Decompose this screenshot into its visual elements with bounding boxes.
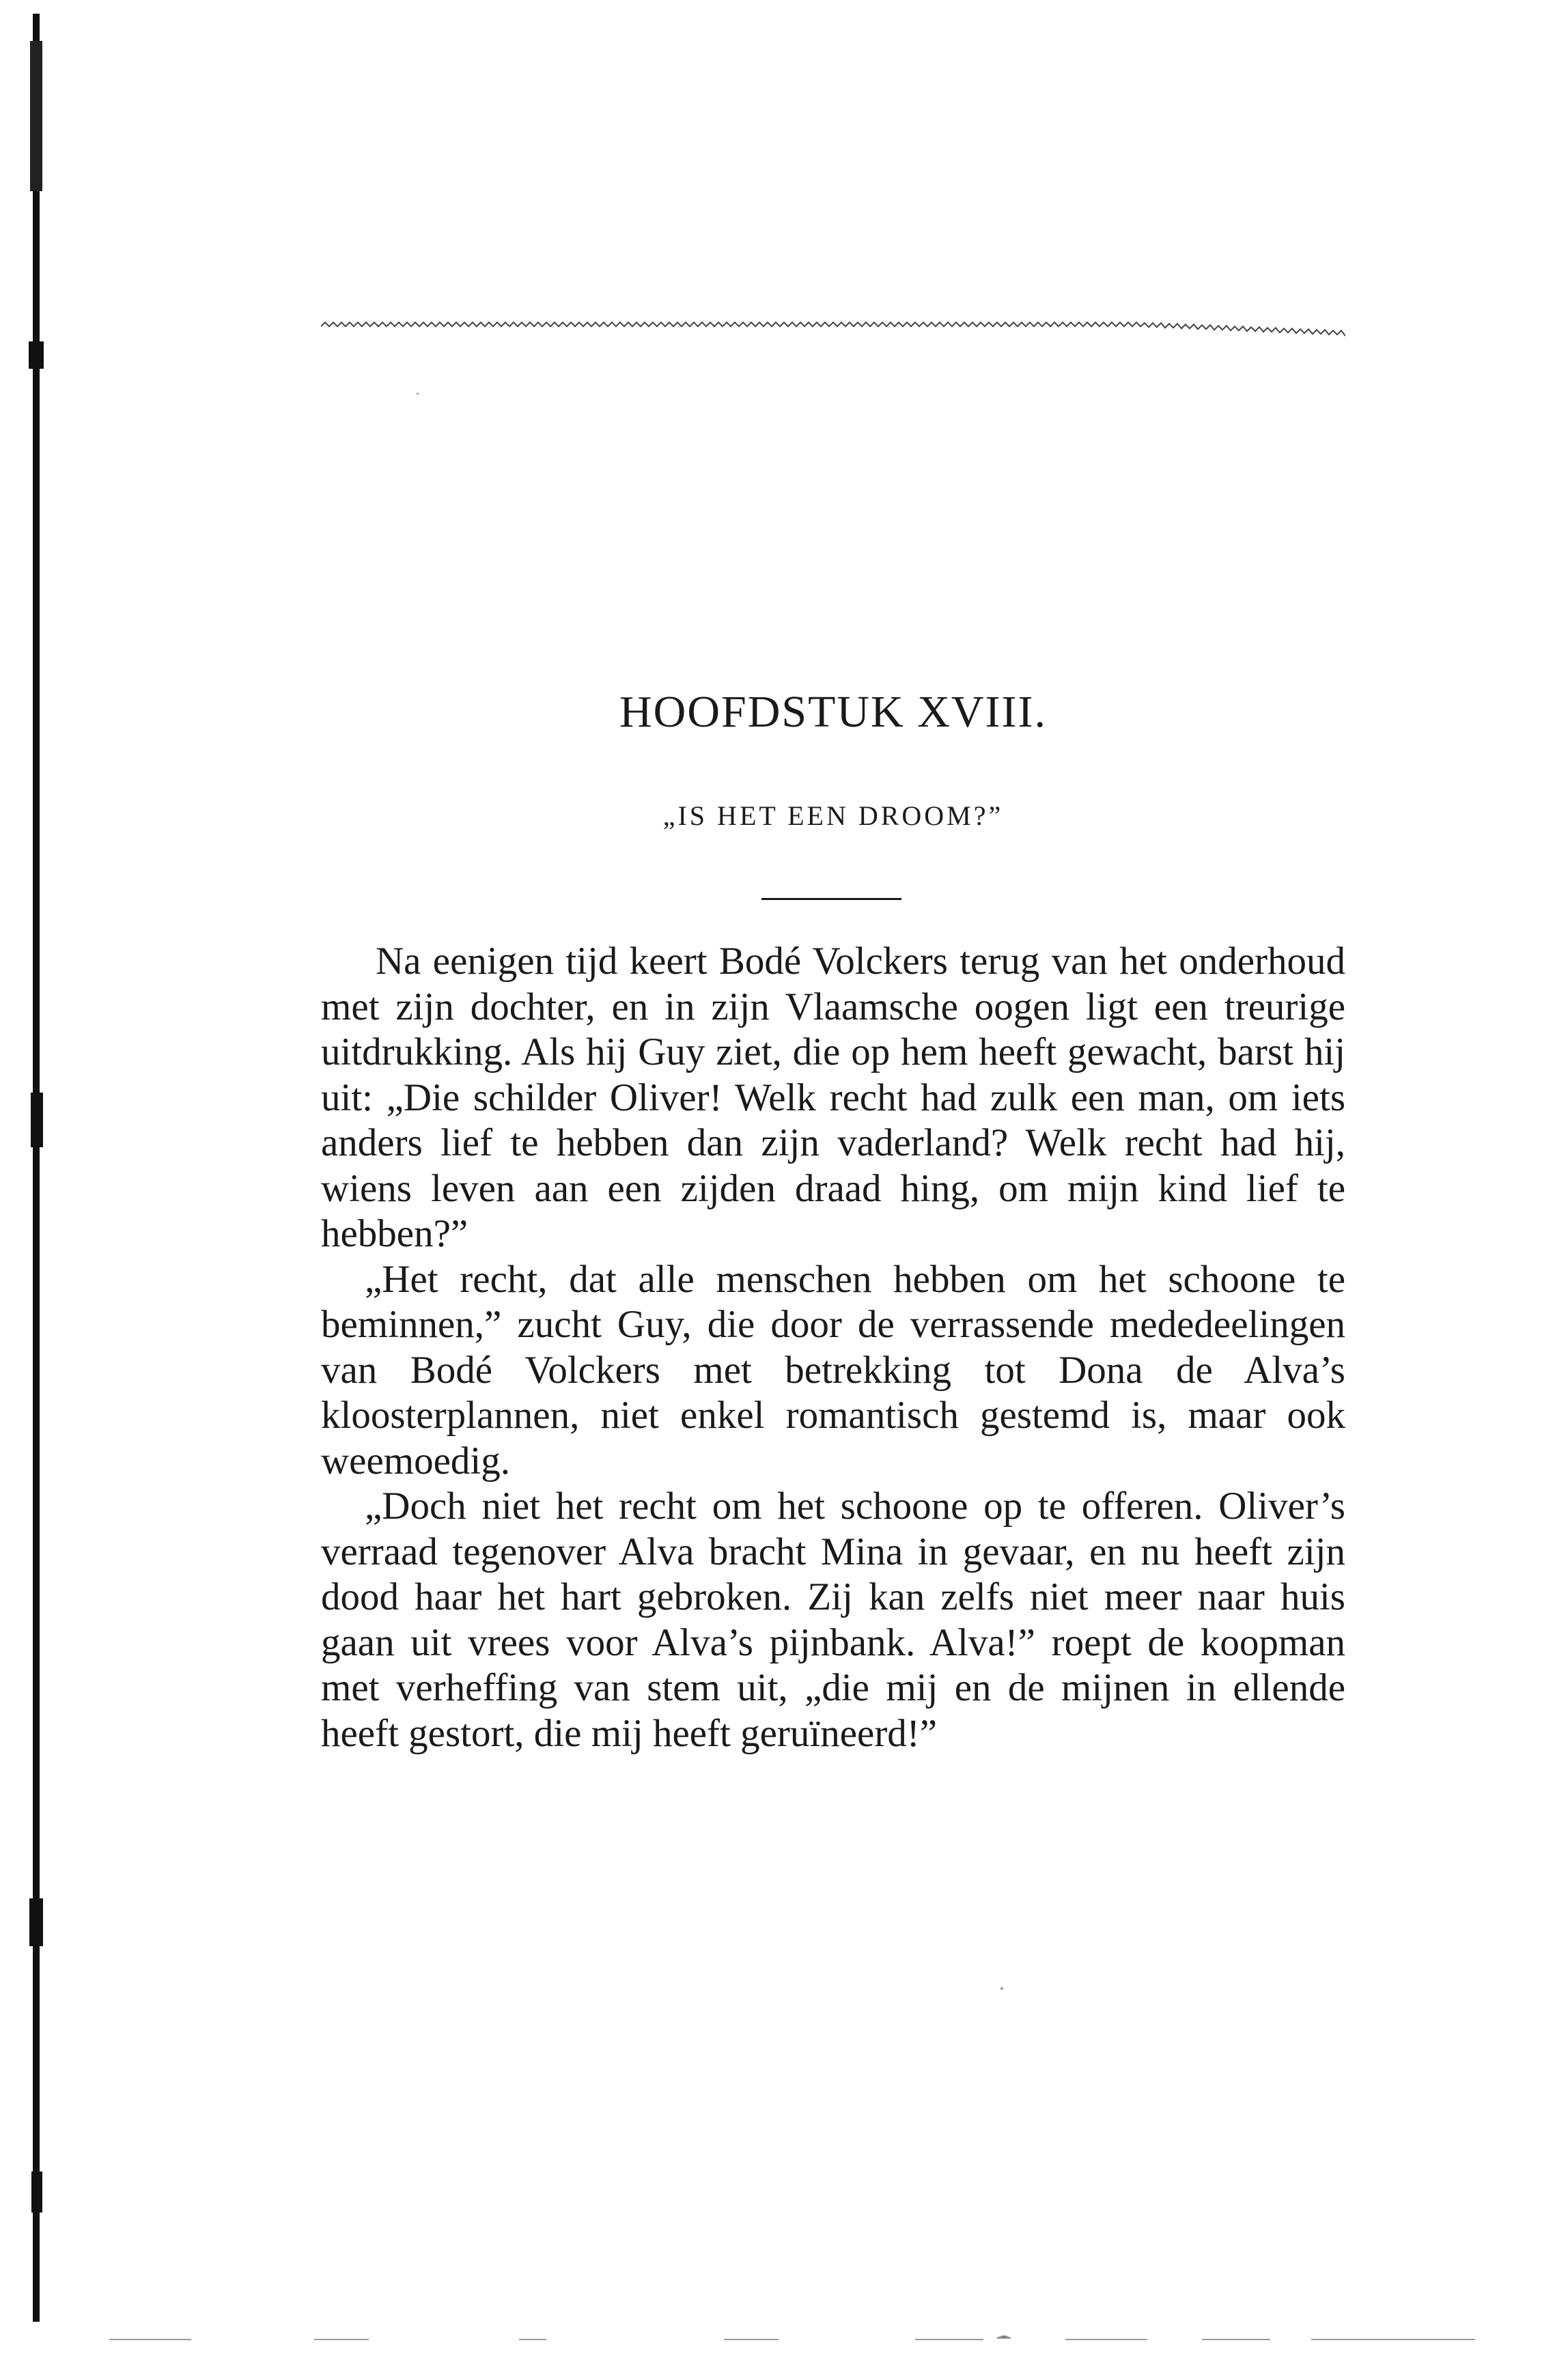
paper-speck: [1000, 1987, 1003, 1990]
title-divider: [761, 898, 901, 900]
chapter-title: HOOFDSTUK XVIII.: [619, 687, 1047, 737]
paragraph-1: Na eenigen tijd keert Bodé Volckers terug van het onderhoud met zijn dochter, en in zijn Vlaamsche oogen ligt een treurige uitdrukking. Als hij Guy ziet, die op hem heeft gewacht, barst hij uit: „Die schilder Oliver! Welk recht had zulk een man, om iets anders lief te hebben dan zijn vaderland? Welk recht had hij, wiens leven aan een zijden draad hing, om mijn kind lief te hebben?”: [321, 940, 1345, 1255]
paragraph-2: „Het recht, dat alle menschen hebben om het schoone te beminnen,” zucht Guy, die door de verrassende mededeelingen van Bodé Volckers met betrekking tot Dona de Alva’s kloosterplannen, niet enkel romantisch gestemd is, maar ook weemoedig.: [321, 1257, 1345, 1483]
bottom-edge-marks: [109, 2335, 1475, 2344]
chapter-subtitle: „IS HET EEN DROOM?”: [662, 800, 1004, 831]
paragraph-3: „Doch niet het recht om het schoone op te offeren. Oliver’s verraad tegenover Alva bracht Mina in gevaar, en nu heeft zijn dood haar het hart gebroken. Zij kan zelfs niet meer naar huis gaan uit vrees voor Alva’s pijnbank. Alva!” roept de koopman met verheffing van stem uit, „die mij en de mijnen in ellende heeft gestort, die mij heeft geruïneerd!”: [321, 1485, 1345, 1755]
wavy-ornament-rule: [321, 321, 1345, 348]
chapter-body: [321, 939, 1345, 1756]
paper-speck: [417, 393, 419, 395]
binding-edge: [27, 14, 45, 2322]
